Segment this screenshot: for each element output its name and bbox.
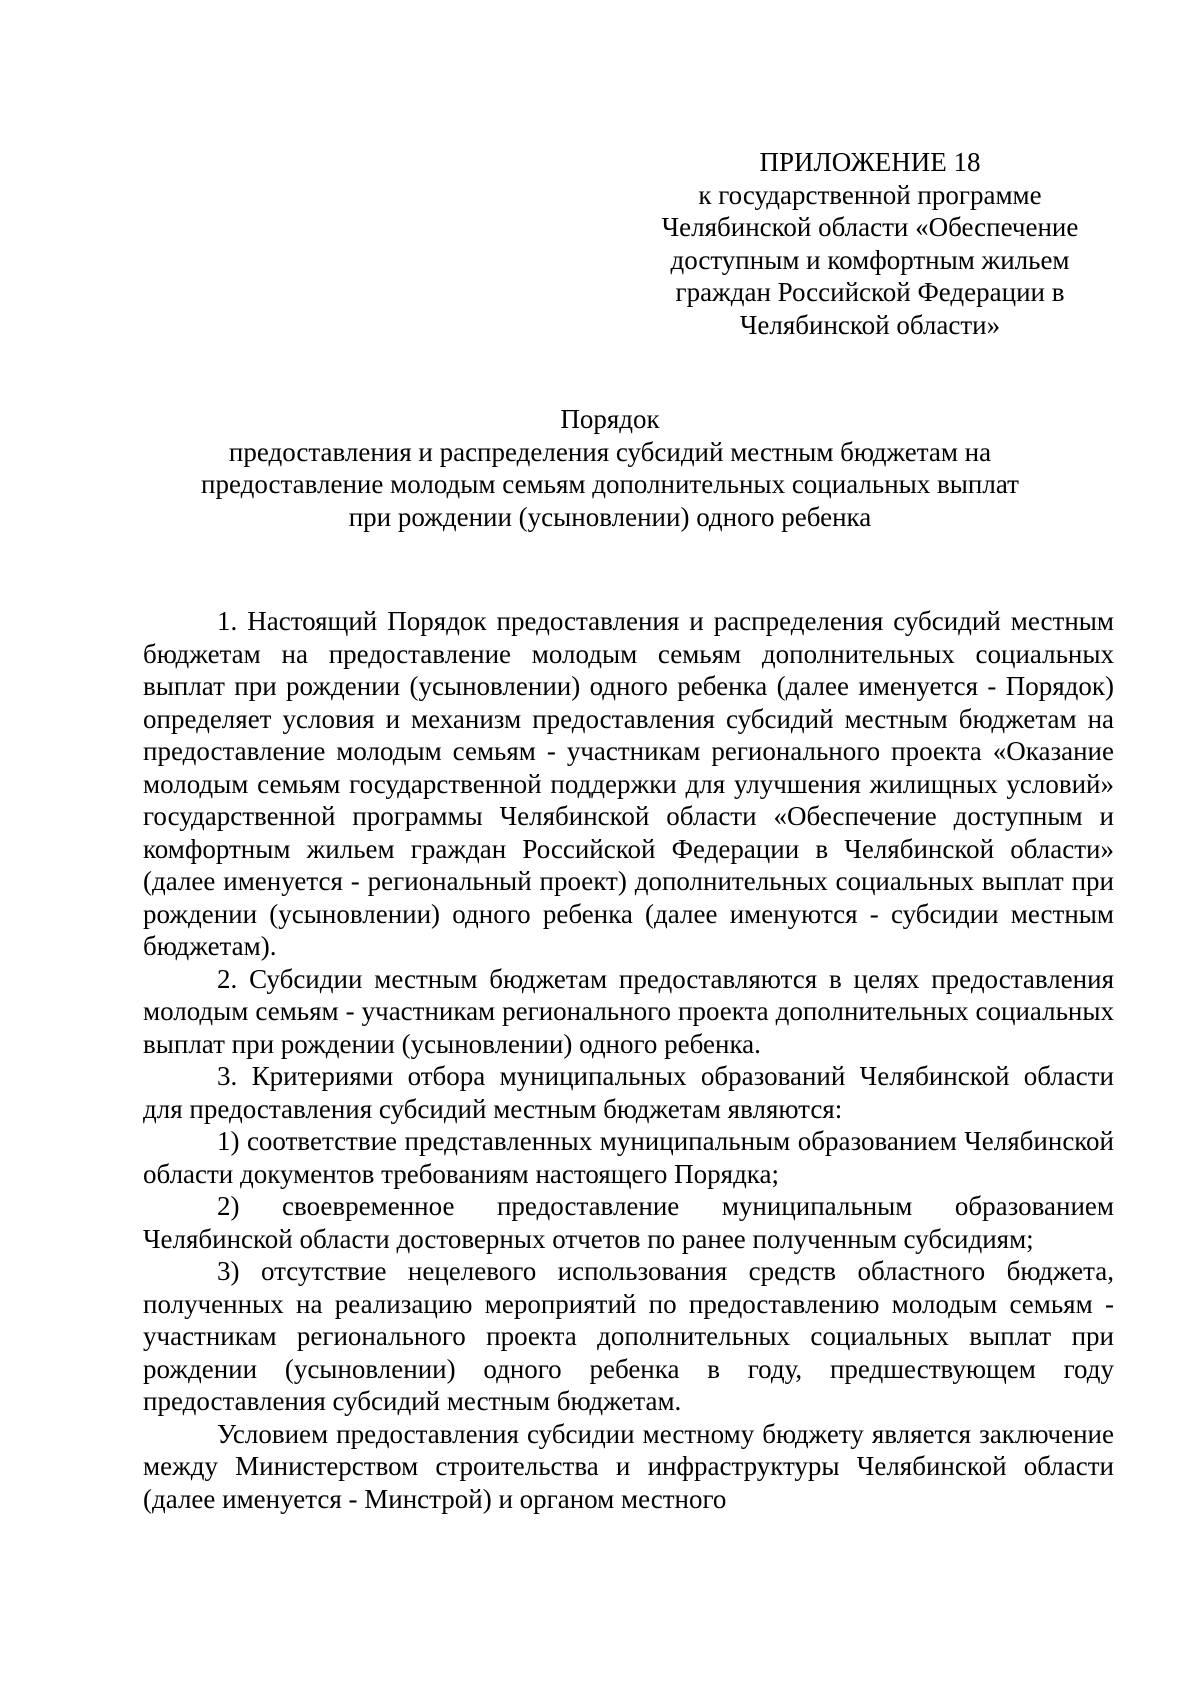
title-subheading-line: при рождении (усыновлении) одного ребенка xyxy=(348,501,872,532)
appendix-number: ПРИЛОЖЕНИЕ 18 xyxy=(759,147,981,177)
paragraph-condition: Условием предоставления субсидии местному бюджету является заключение между Министерством строительства и инфраструктуры Челябинской области (далее именуется - Минстрой) и органом местного xyxy=(143,1418,1114,1514)
appendix-header xyxy=(640,146,1100,341)
document-body xyxy=(143,605,1114,1515)
paragraph-2: 2. Субсидии местным бюджетам предоставляются в целях предоставления молодым семьям - участникам регионального проекта дополнительных социальных выплат при рождении (усыновлении) одного ребенка. xyxy=(143,963,1114,1059)
appendix-line: Челябинской области» xyxy=(739,309,1001,340)
paragraph-3: 3. Критериями отбора муниципальных образований Челябинской области для предоставления субсидий местным бюджетам являются: xyxy=(143,1061,1114,1124)
appendix-line: граждан Российской Федерации в xyxy=(675,277,1065,307)
appendix-line: Челябинской области «Обеспечение xyxy=(661,212,1079,242)
paragraph-1: 1. Настоящий Порядок предоставления и распределения субсидий местным бюджетам на предоставление молодым семьям дополнительных социальных выплат при рождении (усыновлении) одного ребенка (далее именуется - Порядок) определяет условия и механизм предоставления субсидий местным бюджетам на предоставление молодым семьям - участникам регионального проекта «Оказание молодым семьям государственной поддержки для улучшения жилищных условий» государственной программы Челябинской области «Обеспечение доступным и комфортным жильем граждан Российской Федерации в Челябинской области» (далее именуется - региональный проект) дополнительных социальных выплат при рождении (усыновлении) одного ребенка (далее именуются - субсидии местным бюджетам). xyxy=(143,606,1114,961)
title-heading: Порядок xyxy=(560,404,660,434)
title-subheading-line: предоставления и распределения субсидий местным бюджетам на xyxy=(228,436,992,467)
title-subheading-line: предоставление молодым семьям дополнительных социальных выплат xyxy=(201,469,1019,499)
document-title xyxy=(140,403,1080,533)
criterion-1: 1) соответствие представленных муниципальным образованием Челябинской области документов требованиям настоящего Порядка; xyxy=(143,1126,1114,1189)
criterion-3: 3) отсутствие нецелевого использования средств областного бюджета, полученных на реализацию мероприятий по предоставлению молодым семьям - участникам регионального проекта дополнительных социальных выплат при рождении (усыновлении) одного ребенка в году, предшествующем году предоставления субсидий местным бюджетам. xyxy=(143,1256,1114,1416)
criterion-2: 2) своевременное предоставление муниципальным образованием Челябинской области достоверных отчетов по ранее полученным субсидиям; xyxy=(143,1191,1114,1254)
appendix-line: к государственной программе xyxy=(698,179,1042,210)
appendix-line: доступным и комфортным жильем xyxy=(670,244,1070,275)
